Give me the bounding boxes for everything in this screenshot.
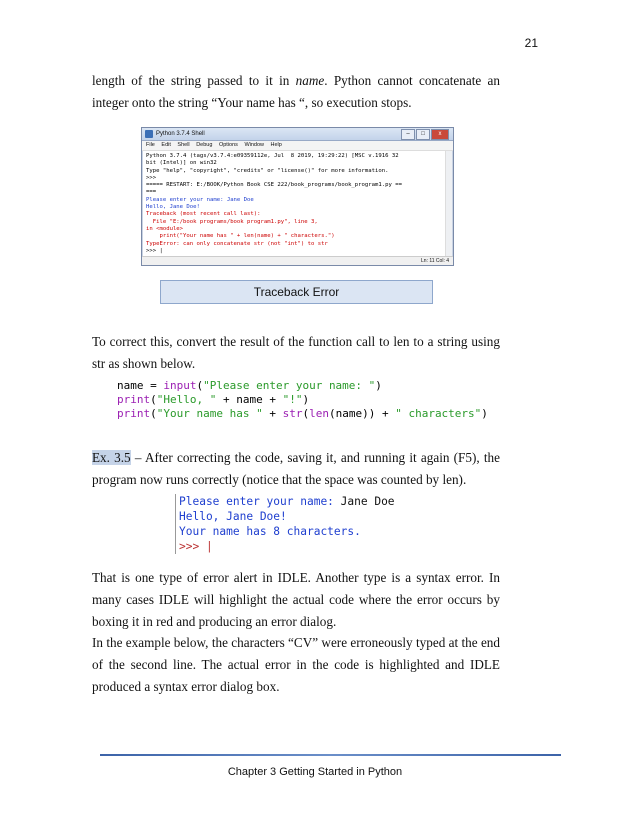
shell-line: Please enter your name: Jane Doe [146, 196, 254, 203]
output-line-2: Hello, Jane Doe! [179, 510, 287, 523]
shell-line: bit (Intel)] on win32 [146, 160, 217, 167]
output-prompt: >>> | [179, 540, 213, 553]
text-run: – After correcting the code, saving it, and running it again (F5), the program now runs correctly (notice that the space was counted by len). [92, 450, 500, 487]
close-button[interactable]: x [431, 129, 449, 140]
shell-line: >>> | [146, 247, 163, 254]
program-output [175, 494, 395, 554]
code-token: "!" [282, 393, 303, 406]
code-line-2 [117, 393, 488, 407]
paragraph-syntax-intro: That is one type of error alert in IDLE. Another type is a syntax error. In many cases IDLE will highlight the actual code where the error occurs by boxing it in red and producing an error dialog. [92, 570, 500, 629]
shell-title-bar[interactable] [142, 128, 453, 141]
page-number: 21 [524, 36, 538, 50]
code-token: name = [117, 379, 164, 392]
shell-line: Traceback (most recent call last): [146, 211, 261, 218]
figure-caption: Traceback Error [160, 280, 433, 304]
output-line-1 [179, 494, 395, 509]
shell-line: === [146, 189, 157, 196]
paragraph-correction: To correct this, convert the result of the function call to len to a string using str as shown below. [92, 334, 500, 371]
output-token: Jane Doe [340, 495, 395, 508]
code-token: + [262, 407, 283, 420]
shell-line: TypeError: can only concatenate str (not "int") to str [146, 240, 328, 247]
code-block [117, 379, 488, 421]
code-token: print [117, 407, 151, 420]
shell-line: ===== RESTART: E:/BOOK/Python Book CSE 222/book_programs/book_program1.py == [146, 182, 402, 189]
shell-line: in <module> [146, 225, 184, 232]
shell-line: Hello, Jane Doe! [146, 204, 200, 211]
shell-line: Python 3.7.4 (tags/v3.7.4:e09359112e, Jul 8 2019, 19:29:22) [MSC v.1916 32 [146, 153, 399, 159]
code-line-1 [117, 379, 488, 393]
output-token: Please enter your name: [179, 495, 341, 508]
shell-status-bar: Ln: 11 Col: 4 [142, 256, 453, 265]
code-token: str [282, 407, 303, 420]
code-token: ( [302, 407, 310, 420]
menu-window[interactable]: Window [244, 142, 264, 148]
text-run: length of the string passed to it in [92, 73, 296, 88]
code-token: ( [150, 393, 157, 406]
code-token: "Hello, " [156, 393, 217, 406]
minimize-button[interactable]: – [401, 129, 415, 140]
paragraph-example [92, 447, 500, 491]
code-token: ) [375, 379, 382, 392]
menu-debug[interactable]: Debug [196, 142, 213, 148]
code-token: len [309, 407, 329, 420]
shell-line: >>> [146, 174, 160, 181]
code-token: print [117, 393, 151, 406]
code-token: ) [481, 407, 488, 420]
code-token: ) [302, 393, 310, 406]
menu-shell[interactable]: Shell [177, 142, 190, 148]
idle-shell-window [141, 127, 454, 266]
shell-menu-bar [142, 141, 453, 151]
shell-scrollbar[interactable] [445, 151, 452, 256]
shell-line: Type "help", "copyright", "credits" or "license()" for more information. [146, 167, 389, 174]
text-run: . Python cannot concatenate an integer onto the string “Your name has “, so execution stops. [92, 73, 500, 110]
footer-chapter-title: Chapter 3 Getting Started in Python [227, 766, 403, 778]
italic-term: name [295, 73, 325, 88]
output-line-3: Your name has 8 characters. [179, 525, 361, 538]
code-token: ( [150, 407, 157, 420]
footer-rule [100, 754, 561, 756]
shell-line: print("Your name has " + len(name) + " characters.") [146, 233, 335, 240]
code-token: input [163, 379, 197, 392]
menu-help[interactable]: Help [270, 142, 282, 148]
python-icon [145, 130, 153, 138]
paragraph-intro [92, 70, 500, 114]
menu-edit[interactable]: Edit [161, 142, 171, 148]
shell-line: File "E:/book programs/book program1.py", line 3, [146, 218, 318, 225]
shell-title: Python 3.7.4 Shell [156, 131, 205, 137]
menu-options[interactable]: Options [218, 142, 238, 148]
code-token: "Please enter your name: " [203, 379, 376, 392]
window-controls [401, 129, 449, 140]
code-token: + name + [216, 393, 283, 406]
shell-output[interactable] [142, 151, 453, 259]
code-line-3 [117, 407, 488, 421]
code-token: "Your name has " [156, 407, 263, 420]
code-token: ( [196, 379, 204, 392]
code-token: (name)) + [328, 407, 396, 420]
example-label[interactable]: Ex. 3.5 [92, 450, 131, 465]
code-token: " characters" [395, 407, 482, 420]
paragraph-syntax-example: In the example below, the characters “CV” were erroneously typed at the end of the second line. The actual error in the code is highlighted and IDLE produced a syntax error dialog box. [92, 635, 500, 694]
maximize-button[interactable]: □ [416, 129, 430, 140]
menu-file[interactable]: File [146, 142, 155, 148]
